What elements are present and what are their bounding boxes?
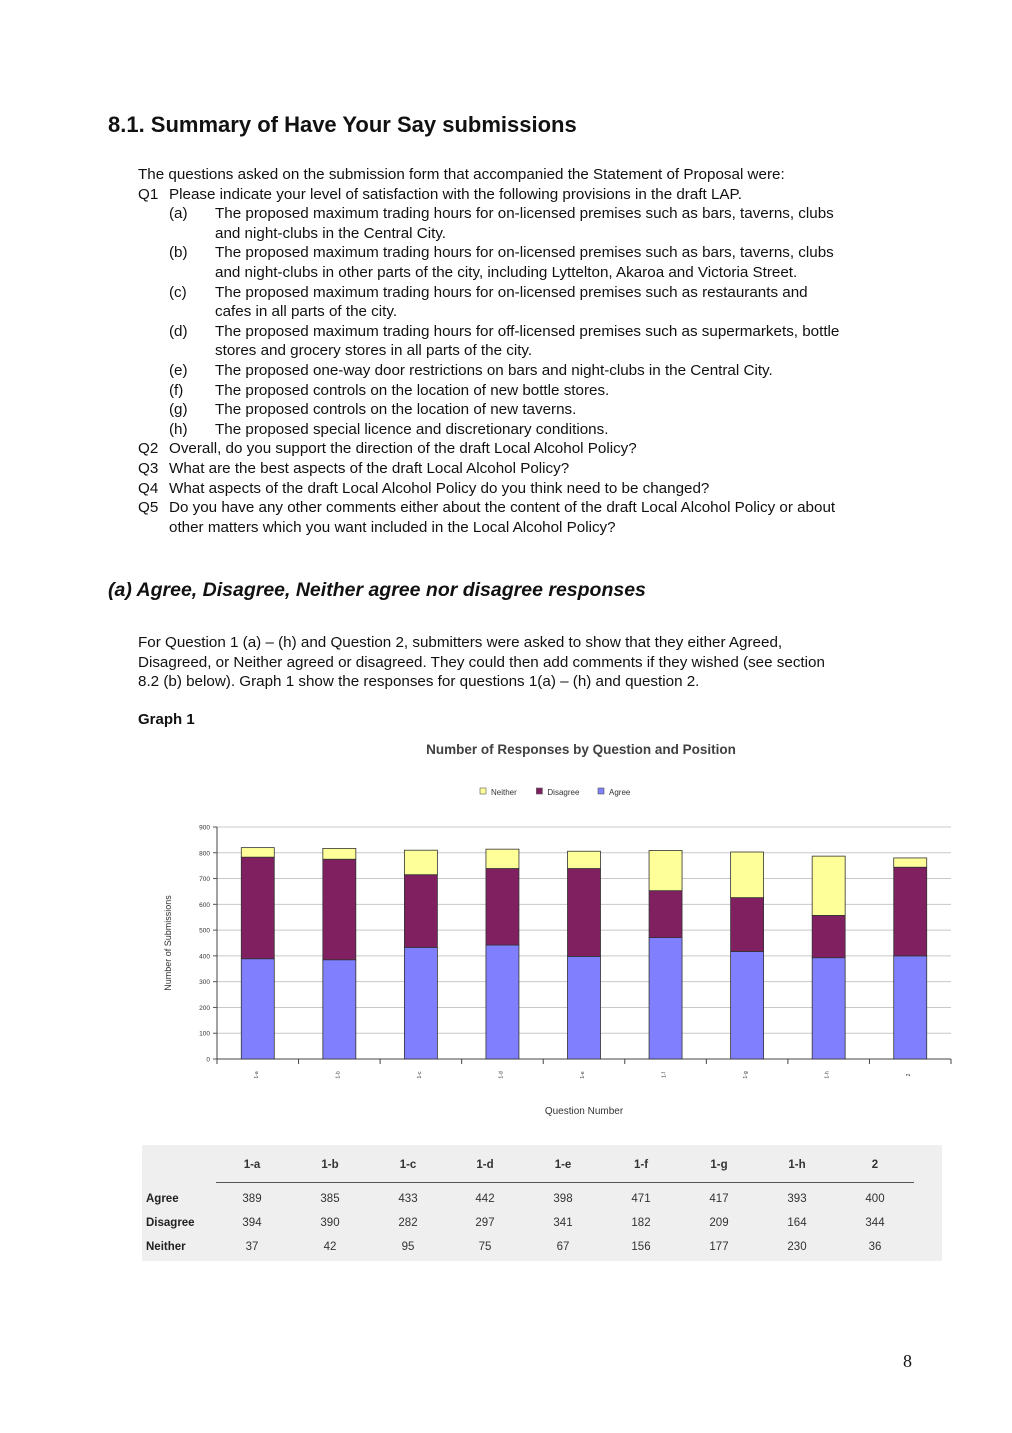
bar-segment-agree — [731, 952, 764, 1059]
table-cell: 417 — [709, 1193, 729, 1205]
x-tick-label: 1-a — [253, 1071, 260, 1079]
bar-segment-neither — [894, 858, 927, 867]
legend-swatch — [598, 788, 604, 794]
y-tick-label: 500 — [199, 927, 210, 935]
table-cell: 230 — [787, 1241, 807, 1253]
bar-segment-disagree — [894, 867, 927, 956]
table-header-cell: 1-d — [476, 1159, 494, 1171]
bar-segment-neither — [649, 850, 682, 890]
sub-question-text: cafes in all parts of the city. — [215, 303, 398, 321]
sub-question-letter: (b) — [169, 244, 188, 262]
question-text: Please indicate your level of satisfaction with the following provisions in the draft LAP. — [169, 185, 742, 203]
table-cell: 164 — [787, 1217, 807, 1229]
table-cell: 42 — [323, 1241, 337, 1253]
table-row-label: Neither — [146, 1241, 186, 1253]
sub-question-text: The proposed maximum trading hours for on-licensed premises such as bars, taverns, clubs — [215, 205, 834, 223]
graph-label: Graph 1 — [138, 711, 195, 728]
table-cell: 442 — [475, 1193, 495, 1205]
table-header-cell: 1-f — [633, 1159, 649, 1171]
table-cell: 400 — [865, 1193, 885, 1205]
x-tick-label: 1-c — [416, 1071, 423, 1079]
stacked-bar-chart — [150, 735, 960, 1125]
table-cell: 37 — [245, 1241, 259, 1253]
sub-question-text: The proposed maximum trading hours for on-licensed premises such as restaurants and — [215, 283, 808, 301]
table-cell: 177 — [709, 1241, 729, 1253]
question-number: Q1 — [138, 185, 159, 203]
bar-segment-disagree — [404, 875, 437, 948]
sub-question-letter: (f) — [169, 381, 184, 399]
sub-question-text: The proposed maximum trading hours for on-licensed premises such as bars, taverns, clubs — [215, 244, 834, 262]
question-text: What are the best aspects of the draft Local Alcohol Policy? — [169, 460, 570, 477]
sub-question-text: and night-clubs in other parts of the city, including Lyttelton, Akaroa and Victoria Street. — [215, 264, 798, 281]
x-tick-label: 1-d — [498, 1071, 505, 1079]
sub-question-text: The proposed one-way door restrictions on bars and night-clubs in the Central City. — [215, 362, 773, 379]
question-text: other matters which you want included in the Local Alcohol Policy? — [169, 518, 616, 536]
bar-segment-disagree — [323, 859, 356, 960]
chart-title: Number of Responses by Question and Position — [426, 742, 736, 757]
table-header-cell: 2 — [871, 1159, 879, 1171]
table-cell: 182 — [631, 1217, 651, 1229]
legend-label: Neither — [491, 788, 517, 797]
table-cell: 390 — [320, 1217, 340, 1229]
section-title: 8.1. Summary of Have Your Say submissions — [108, 112, 577, 137]
question-text: Do you have any other comments either about the content of the draft Local Alcohol Policy or about — [169, 499, 836, 517]
subsection-title: (a) Agree, Disagree, Neither agree nor disagree responses — [108, 579, 646, 601]
bar-segment-agree — [241, 959, 274, 1059]
y-tick-label: 800 — [199, 850, 210, 858]
bar-segment-disagree — [486, 869, 519, 946]
bar-segment-neither — [404, 850, 437, 874]
question-number: Q5 — [138, 499, 159, 517]
table-header-cell: 1-c — [399, 1159, 417, 1171]
table-cell: 282 — [398, 1217, 418, 1229]
y-axis-title: Number of Submissions — [163, 895, 173, 991]
bar-segment-agree — [486, 945, 519, 1059]
bar-segment-neither — [486, 849, 519, 868]
question-text: What aspects of the draft Local Alcohol Policy do you think need to be changed? — [169, 479, 710, 497]
table-cell: 344 — [865, 1217, 885, 1229]
table-cell: 75 — [478, 1241, 492, 1253]
sub-question-letter: (g) — [169, 401, 188, 419]
sub-question-text: The proposed controls on the location of new bottle stores. — [215, 381, 610, 399]
table-header-cell: 1-b — [321, 1159, 339, 1171]
table-cell: 95 — [401, 1241, 415, 1253]
table-cell: 393 — [787, 1193, 807, 1205]
y-tick-label: 100 — [199, 1030, 210, 1038]
question-text: Overall, do you support the direction of the draft Local Alcohol Policy? — [169, 440, 637, 458]
table-cell: 471 — [631, 1193, 651, 1205]
bar-segment-neither — [241, 848, 274, 858]
y-tick-label: 200 — [199, 1004, 210, 1012]
question-number: Q4 — [138, 479, 159, 497]
page-number: 8 — [903, 1351, 912, 1371]
sub-question-letter: (h) — [169, 420, 188, 438]
legend-label: Agree — [609, 788, 631, 797]
table-cell: 394 — [242, 1217, 262, 1229]
table-row-label: Disagree — [146, 1217, 195, 1229]
bar-segment-disagree — [568, 869, 601, 957]
y-tick-label: 300 — [199, 979, 210, 987]
bar-segment-agree — [649, 938, 682, 1059]
sub-question-letter: (c) — [169, 283, 187, 301]
legend-swatch — [536, 788, 542, 794]
x-tick-label: 1-e — [580, 1071, 586, 1079]
table-cell: 385 — [320, 1193, 340, 1205]
bar-segment-disagree — [241, 857, 274, 959]
y-tick-label: 700 — [199, 876, 210, 884]
bar-segment-disagree — [731, 898, 764, 952]
bar-segment-agree — [568, 956, 601, 1059]
sub-question-letter: (e) — [169, 362, 188, 379]
table-header-cell: 1-g — [710, 1159, 728, 1171]
data-table — [142, 1145, 942, 1261]
sub-question-text: The proposed controls on the location of new taverns. — [215, 401, 577, 419]
table-row-label: Agree — [146, 1193, 179, 1205]
question-number: Q2 — [138, 440, 159, 458]
table-cell: 67 — [556, 1241, 570, 1253]
legend-label: Disagree — [547, 788, 580, 797]
table-cell: 36 — [868, 1241, 882, 1253]
sub-question-letter: (a) — [169, 205, 188, 223]
bar-segment-agree — [404, 947, 437, 1059]
bar-segment-neither — [812, 856, 845, 915]
x-tick-label: 1-f — [661, 1072, 668, 1078]
table-cell: 398 — [553, 1193, 573, 1205]
bar-segment-neither — [323, 848, 356, 859]
sub-question-text: The proposed maximum trading hours for off-licensed premises such as supermarkets, bottle — [215, 322, 840, 340]
table-header-rule — [216, 1182, 914, 1183]
x-tick-label: 2 — [906, 1073, 913, 1077]
sub-question-text: The proposed special licence and discretionary conditions. — [215, 420, 609, 438]
x-tick-label: 1-g — [743, 1071, 750, 1079]
paragraph-line: For Question 1 (a) – (h) and Question 2, submitters were asked to show that they either Agreed, — [138, 634, 783, 651]
table-cell: 209 — [709, 1217, 729, 1229]
table-cell: 433 — [398, 1193, 418, 1205]
bar-segment-agree — [894, 956, 927, 1059]
table-cell: 297 — [475, 1217, 495, 1229]
legend-swatch — [480, 788, 486, 794]
y-tick-label: 600 — [199, 901, 210, 909]
intro-text: The questions asked on the submission form that accompanied the Statement of Proposal were: — [138, 166, 785, 183]
bar-segment-disagree — [649, 891, 682, 938]
x-tick-label: 1-b — [335, 1071, 342, 1079]
table-cell: 156 — [631, 1241, 651, 1253]
y-tick-label: 900 — [199, 824, 210, 832]
bar-segment-neither — [568, 851, 601, 868]
table-header-cell: 1-a — [243, 1159, 261, 1171]
paragraph-line: 8.2 (b) below). Graph 1 show the responses for questions 1(a) – (h) and question 2. — [138, 673, 700, 691]
sub-question-text: stores and grocery stores in all parts of the city. — [215, 342, 533, 360]
bar-segment-disagree — [812, 915, 845, 957]
bar-segment-agree — [812, 958, 845, 1059]
x-tick-label: 1-h — [824, 1071, 831, 1079]
paragraph-line: Disagreed, or Neither agreed or disagreed. They could then add comments if they wished (see section — [138, 653, 825, 671]
sub-question-letter: (d) — [169, 322, 188, 340]
y-tick-label: 0 — [206, 1056, 210, 1064]
x-axis-title: Question Number — [544, 1106, 624, 1117]
table-header-cell: 1-h — [788, 1159, 806, 1171]
y-tick-label: 400 — [199, 953, 210, 961]
table-cell: 389 — [242, 1193, 262, 1205]
question-number: Q3 — [138, 460, 159, 477]
bar-segment-agree — [323, 960, 356, 1059]
sub-question-text: and night-clubs in the Central City. — [215, 224, 447, 242]
table-header-cell: 1-e — [554, 1159, 572, 1171]
table-cell: 341 — [553, 1217, 573, 1229]
bar-segment-neither — [731, 852, 764, 898]
